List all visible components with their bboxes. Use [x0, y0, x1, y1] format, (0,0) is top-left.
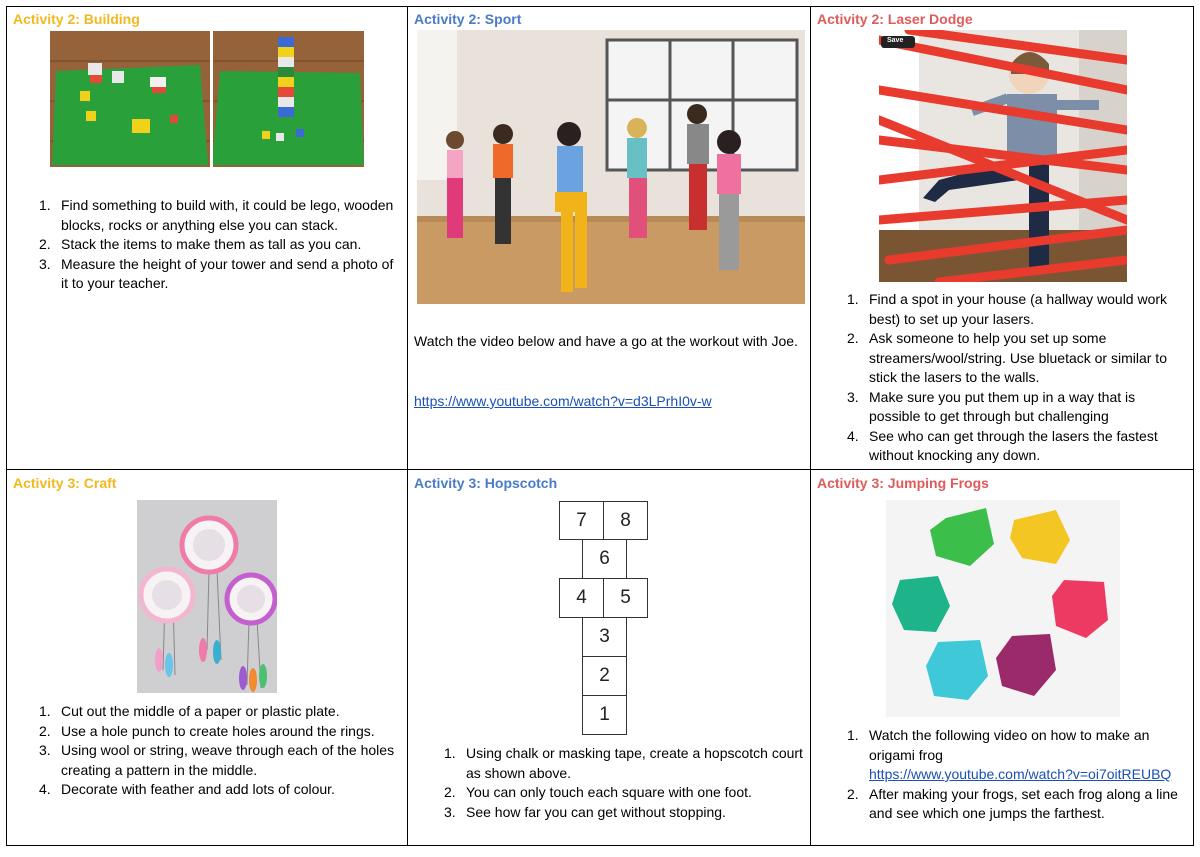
- list-item: 2. Use a hole punch to create holes around the rings.: [39, 722, 375, 739]
- hopscotch-title: Activity 3: Hopscotch: [414, 475, 558, 491]
- dreamcatcher-craft-photo: [137, 500, 277, 693]
- list-item: 1. Watch the following video on how to make an origami frog https://www.youtube.com/watch?v=oi7oitREUBQ: [847, 727, 1172, 782]
- list-item: 3. Make sure you put them up in a way that is possible to get through but challenging: [847, 388, 1136, 424]
- sport-title: Activity 2: Sport: [414, 11, 522, 27]
- hopscotch-steps: [438, 744, 808, 822]
- origami-video-link[interactable]: https://www.youtube.com/watch?v=oi7oitREUBQ: [869, 766, 1172, 782]
- hopscotch-square: 5: [603, 578, 648, 618]
- building-steps: [33, 196, 403, 294]
- hopscotch-square: 4: [559, 578, 604, 618]
- activity-grid: [6, 6, 1194, 846]
- origami-frogs-photo: [886, 500, 1120, 717]
- sport-instructions: Watch the video below and have a go at the workout with Joe.: [414, 333, 798, 349]
- hopscotch-square: 3: [582, 617, 627, 657]
- jumping-frogs-steps: [841, 726, 1191, 824]
- hopscotch-square: 7: [559, 501, 604, 540]
- list-item: 3. Using wool or string, weave through each of the holes creating a pattern in the middle.: [39, 742, 395, 778]
- sport-video-link[interactable]: https://www.youtube.com/watch?v=d3LPrhI0v-w: [414, 393, 712, 409]
- laser-dodge-title: Activity 2: Laser Dodge: [817, 11, 973, 27]
- building-title: Activity 2: Building: [13, 11, 140, 27]
- list-item: 1. Find something to build with, it could be lego, wooden blocks, rocks or anything else you can stack.: [39, 197, 394, 233]
- jumping-frogs-title: Activity 3: Jumping Frogs: [817, 475, 989, 491]
- sport-cell: [408, 7, 810, 469]
- list-item: 2. After making your frogs, set each frog along a line and see which one jumps the farthest.: [847, 785, 1178, 821]
- list-item: 3. See how far you can get without stopping.: [444, 803, 726, 820]
- list-item: 1. Using chalk or masking tape, create a hopscotch court as shown above.: [444, 745, 803, 781]
- list-item: 2. Ask someone to help you set up some streamers/wool/string. Use bluetack or similar to stick the lasers to the walls.: [847, 330, 1167, 385]
- lego-photo: [50, 31, 364, 167]
- craft-cell: [7, 470, 407, 847]
- building-cell: [7, 7, 407, 469]
- laser-dodge-photo: [879, 30, 1127, 282]
- list-item: 2. You can only touch each square with one foot.: [444, 784, 752, 800]
- list-item: 2. Stack the items to make them as tall as you can.: [39, 236, 362, 252]
- list-item: 4. See who can get through the lasers the fastest without knocking any down.: [847, 427, 1158, 463]
- laser-dodge-steps: [841, 290, 1186, 466]
- hopscotch-square: 8: [603, 501, 648, 540]
- hopscotch-cell: [408, 470, 810, 847]
- children-exercising-photo: [417, 30, 805, 304]
- hopscotch-square: 6: [582, 539, 627, 579]
- craft-steps: [33, 702, 403, 800]
- list-item: 1. Cut out the middle of a paper or plastic plate.: [39, 703, 340, 719]
- jumping-frogs-cell: [811, 470, 1195, 847]
- craft-title: Activity 3: Craft: [13, 475, 117, 491]
- save-button[interactable]: Save: [887, 37, 904, 44]
- laser-dodge-cell: [811, 7, 1195, 469]
- list-item: 1. Find a spot in your house (a hallway would work best) to set up your lasers.: [847, 291, 1168, 327]
- hopscotch-square: 2: [582, 656, 627, 696]
- list-item: 3. Measure the height of your tower and send a photo of it to your teacher.: [39, 255, 394, 291]
- hopscotch-square: 1: [582, 695, 627, 735]
- list-item: 4. Decorate with feather and add lots of colour.: [39, 781, 335, 797]
